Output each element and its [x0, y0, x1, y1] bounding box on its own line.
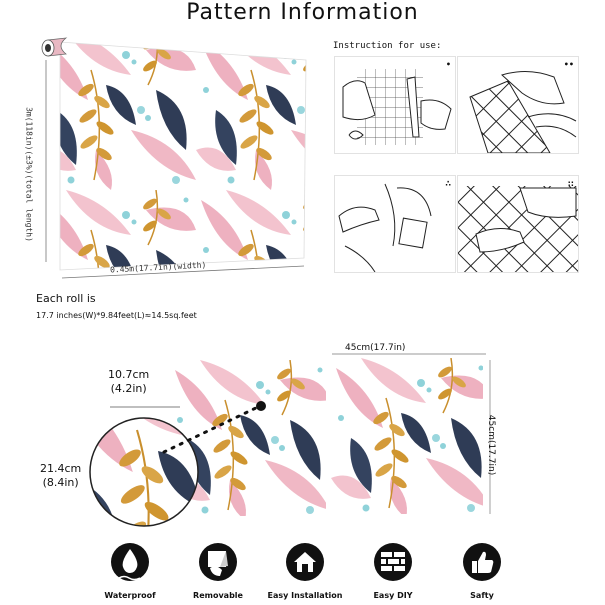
- smooth-wall-icon: [458, 176, 578, 272]
- circle-height-sub: (4.2in): [110, 382, 147, 395]
- house-icon: [285, 542, 325, 588]
- step-number: ••: [563, 60, 574, 69]
- instruction-step-2: [457, 56, 579, 154]
- instruction-step-4: [457, 175, 579, 273]
- instruction-step-1: [334, 56, 456, 154]
- step-number: •: [445, 60, 451, 69]
- step-number: ∴: [445, 179, 451, 188]
- wallpaper-roll-illustration: [36, 30, 316, 280]
- step-number: ::: [567, 179, 574, 188]
- feature-removable-label: Removable: [193, 591, 243, 600]
- circle-width-label: [40, 462, 81, 490]
- page-title: Pattern Information: [186, 0, 419, 25]
- roll-width-label: 0.45m(17.7in)(width): [109, 260, 207, 275]
- brick-wall-icon: [373, 542, 413, 588]
- circle-width-sub: (8.4in): [42, 476, 79, 489]
- each-roll-heading: Each roll is: [36, 292, 96, 305]
- water-drop-icon: [110, 542, 150, 588]
- feature-safty-label: Safty: [470, 591, 494, 600]
- square-dimension-lines: [326, 350, 496, 520]
- peel-backing-icon: [458, 57, 578, 153]
- feature-easy-installation-label: Easy Installation: [267, 591, 343, 600]
- circle-width-value: 21.4cm: [40, 462, 82, 475]
- circle-height-line: [90, 395, 200, 415]
- circle-height-value: 10.7cm: [108, 368, 150, 381]
- feature-waterproof-label: Waterproof: [104, 591, 156, 600]
- peel-hand-icon: [198, 542, 238, 588]
- circle-height-label: [108, 368, 149, 396]
- each-roll-value: 17.7 inches(W)*9.84feet(L)≈14.5sq.feet: [36, 311, 197, 320]
- instruction-step-3: [334, 175, 456, 273]
- thumbs-up-icon: [462, 542, 502, 588]
- feature-easy-diy-label: Easy DIY: [373, 591, 413, 600]
- measure-hands-icon: [335, 57, 455, 153]
- square-height-label: 45cm(17.7in): [486, 414, 496, 476]
- roll-length-label: 3m(118in)(±3%)(total length): [24, 107, 34, 242]
- instructions-title: Instruction for use:: [333, 41, 442, 51]
- square-width-label: 45cm(17.7in): [345, 343, 406, 353]
- align-hands-icon: [335, 176, 455, 272]
